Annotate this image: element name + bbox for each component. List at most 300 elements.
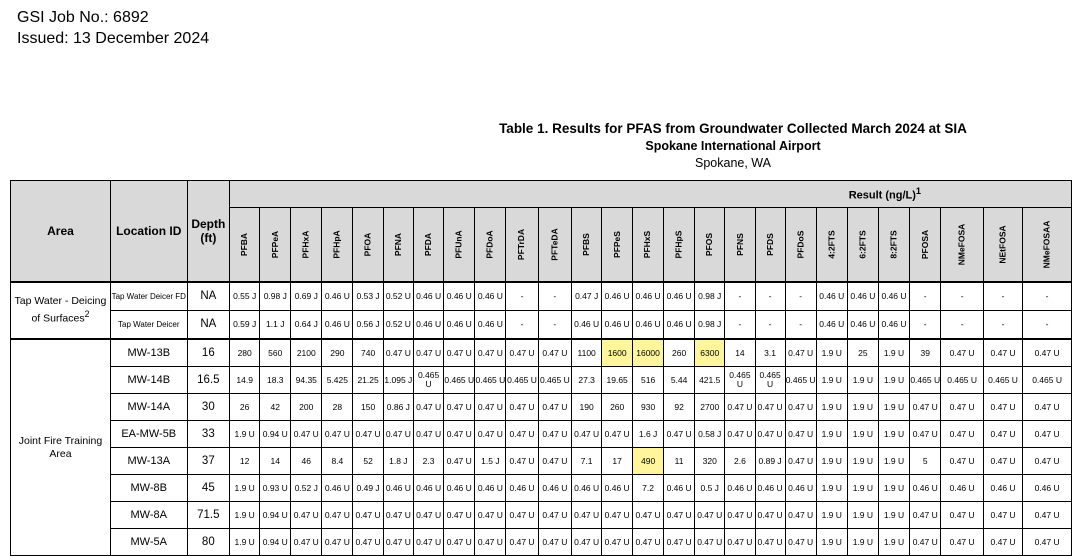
analyte-name: PFOSA xyxy=(919,229,930,260)
result-value: 0.47 U xyxy=(910,502,941,529)
result-value: 0.465 U xyxy=(910,367,941,394)
result-value: 28 xyxy=(322,394,353,421)
result-value: 0.89 J xyxy=(755,448,785,475)
result-value: 0.47 U xyxy=(506,339,538,367)
result-value: - xyxy=(910,282,941,311)
analyte-name: PFDoA xyxy=(484,230,495,259)
result-value: 0.47 U xyxy=(725,421,755,448)
result-value: 1.9 U xyxy=(878,475,909,502)
result-value: 0.47 U xyxy=(444,339,475,367)
result-value: 0.47 U xyxy=(475,502,506,529)
result-value: 0.55 J xyxy=(230,282,260,311)
result-value: 0.47 U xyxy=(983,339,1022,367)
analyte-name: PFBA xyxy=(239,232,250,257)
depth-value: 33 xyxy=(187,421,229,448)
analyte-name: PFHpS xyxy=(673,230,684,259)
area-header: Area xyxy=(11,181,111,283)
analyte-name: PFNA xyxy=(392,232,403,257)
result-value: 0.47 U xyxy=(602,529,633,556)
result-value: 0.46 U xyxy=(413,311,443,340)
results-table xyxy=(10,180,1072,556)
result-value: 0.59 J xyxy=(230,311,260,340)
table-row xyxy=(11,282,1072,311)
result-value: 0.47 U xyxy=(475,529,506,556)
result-value: 0.47 U xyxy=(538,339,571,367)
depth-header: Depth (ft) xyxy=(187,181,229,283)
analyte-header xyxy=(633,208,664,283)
table-row xyxy=(11,394,1072,421)
result-value: 0.47 U xyxy=(475,421,506,448)
result-value: 0.47 U xyxy=(444,448,475,475)
analyte-name: PFHxA xyxy=(300,230,311,259)
result-value: 0.46 U xyxy=(602,475,633,502)
result-value: 0.47 U xyxy=(322,529,353,556)
result-value: 0.47 U xyxy=(322,421,353,448)
result-value: 0.47 U xyxy=(383,502,413,529)
result-value: 1.9 U xyxy=(230,502,260,529)
result-value: 0.465 U xyxy=(538,367,571,394)
result-value: 42 xyxy=(260,394,291,421)
analyte-header xyxy=(475,208,506,283)
result-value: 0.98 J xyxy=(260,282,291,311)
result-value: 0.47 U xyxy=(353,529,383,556)
result-value: 0.47 U xyxy=(383,339,413,367)
result-value: 1.9 U xyxy=(847,394,878,421)
result-value: 0.56 J xyxy=(353,311,383,340)
result-value: 1.9 U xyxy=(878,367,909,394)
result-value: 0.46 U xyxy=(322,282,353,311)
result-value: 0.465 U xyxy=(1023,367,1072,394)
analyte-header xyxy=(260,208,291,283)
analyte-name: PFBS xyxy=(581,233,592,256)
result-value: 1100 xyxy=(572,339,602,367)
result-value: 0.47 U xyxy=(785,421,816,448)
analyte-header xyxy=(941,208,984,283)
result-value: 0.46 U xyxy=(664,311,695,340)
result-value: 5.425 xyxy=(322,367,353,394)
result-value: 1.9 U xyxy=(847,448,878,475)
result-value: 0.46 U xyxy=(475,311,506,340)
result-value: 0.47 U xyxy=(725,394,755,421)
depth-value: 80 xyxy=(187,529,229,556)
result-value: - xyxy=(538,282,571,311)
result-value: 12 xyxy=(230,448,260,475)
analyte-name: PFPeS xyxy=(611,231,622,258)
result-value: 0.47 U xyxy=(413,529,443,556)
result-value: 0.47 U xyxy=(941,394,984,421)
result-value: - xyxy=(910,311,941,340)
result-value: 0.465 U xyxy=(506,367,538,394)
result-value: 0.47 U xyxy=(664,529,695,556)
analyte-name: 8:2FTS xyxy=(888,230,899,259)
result-value: 0.46 U xyxy=(847,311,878,340)
result-value: 0.465 U xyxy=(941,367,984,394)
result-value: 0.465 U xyxy=(444,367,475,394)
result-value: 0.465 U xyxy=(755,367,785,394)
result-value: 2100 xyxy=(291,339,322,367)
area-cell: Joint Fire Training Area xyxy=(11,339,111,556)
analyte-header xyxy=(506,208,538,283)
result-value: 0.46 U xyxy=(878,311,909,340)
location-id: Tap Water Deicer xyxy=(110,311,187,340)
result-value: 0.64 J xyxy=(291,311,322,340)
result-value: 1.9 U xyxy=(816,421,847,448)
result-value: 0.46 U xyxy=(785,475,816,502)
result-value: 46 xyxy=(291,448,322,475)
result-value: 0.46 U xyxy=(1023,475,1072,502)
analyte-header xyxy=(847,208,878,283)
result-value: 8.4 xyxy=(322,448,353,475)
analyte-header xyxy=(755,208,785,283)
result-value: 0.46 U xyxy=(847,282,878,311)
result-value: 0.47 U xyxy=(695,529,725,556)
result-value: 0.46 U xyxy=(475,282,506,311)
table-subtitle-airport: Spokane International Airport xyxy=(645,139,821,153)
result-value: 7.1 xyxy=(572,448,602,475)
result-value: 14 xyxy=(725,339,755,367)
location-id: MW-13B xyxy=(110,339,187,367)
result-value: 0.47 U xyxy=(1023,394,1072,421)
result-value: 190 xyxy=(572,394,602,421)
analyte-header xyxy=(725,208,755,283)
result-value: 0.47 U xyxy=(538,421,571,448)
result-value: 0.46 U xyxy=(572,475,602,502)
result-value: 2.6 xyxy=(725,448,755,475)
result-value: 0.47 U xyxy=(1023,421,1072,448)
analyte-name: PFDA xyxy=(423,232,434,257)
result-value: 0.98 J xyxy=(695,311,725,340)
result-value: 1.5 J xyxy=(475,448,506,475)
analyte-header xyxy=(230,208,260,283)
analyte-name: NEtFOSA xyxy=(997,225,1008,264)
result-value: - xyxy=(941,282,984,311)
analyte-header xyxy=(695,208,725,283)
result-value: 0.47 U xyxy=(538,502,571,529)
result-value: 0.47 U xyxy=(725,529,755,556)
result-value: 1.9 U xyxy=(878,502,909,529)
analyte-header xyxy=(322,208,353,283)
result-value: 94.35 xyxy=(291,367,322,394)
result-value: 1.9 U xyxy=(816,367,847,394)
table-row xyxy=(11,529,1072,556)
result-value: 1.9 U xyxy=(878,339,909,367)
result-value: 0.47 U xyxy=(633,529,664,556)
result-value: 320 xyxy=(695,448,725,475)
result-footnote: 1 xyxy=(915,186,921,197)
result-value: 421.5 xyxy=(695,367,725,394)
location-id: Tap Water Deicer FD xyxy=(110,282,187,311)
result-value: 0.46 U xyxy=(755,475,785,502)
analyte-header xyxy=(383,208,413,283)
analyte-header xyxy=(444,208,475,283)
result-value: 0.47 U xyxy=(538,529,571,556)
result-value: - xyxy=(983,282,1022,311)
result-value: 0.47 U xyxy=(444,421,475,448)
result-value: 1.9 U xyxy=(847,367,878,394)
result-value: 0.47 U xyxy=(664,502,695,529)
result-value: 1.9 U xyxy=(230,529,260,556)
result-value: 0.47 U xyxy=(910,421,941,448)
analyte-header xyxy=(291,208,322,283)
result-value: 0.465 U xyxy=(725,367,755,394)
analyte-header xyxy=(538,208,571,283)
result-value: 2700 xyxy=(695,394,725,421)
result-value: 0.52 U xyxy=(383,282,413,311)
result-value: 0.47 U xyxy=(1023,339,1072,367)
result-value: 0.52 J xyxy=(291,475,322,502)
result-value: 0.47 U xyxy=(785,448,816,475)
location-id: MW-8B xyxy=(110,475,187,502)
result-value: 0.46 U xyxy=(816,311,847,340)
depth-value: 71.5 xyxy=(187,502,229,529)
analyte-name: PFHpA xyxy=(331,230,342,259)
result-value: 1.9 U xyxy=(878,448,909,475)
result-value: 0.47 U xyxy=(1023,502,1072,529)
depth-value: 30 xyxy=(187,394,229,421)
depth-value: 16.5 xyxy=(187,367,229,394)
result-value: 0.46 U xyxy=(444,475,475,502)
analyte-header xyxy=(602,208,633,283)
result-value: 14.9 xyxy=(230,367,260,394)
result-value: 0.47 U xyxy=(291,502,322,529)
result-value: 0.47 U xyxy=(475,394,506,421)
result-value: 516 xyxy=(633,367,664,394)
result-value: 25 xyxy=(847,339,878,367)
table-row xyxy=(11,448,1072,475)
result-value: 0.93 U xyxy=(260,475,291,502)
result-value: 1.9 U xyxy=(847,529,878,556)
result-value: 0.47 U xyxy=(444,394,475,421)
result-value: 0.47 U xyxy=(785,394,816,421)
result-value: 0.46 U xyxy=(633,311,664,340)
result-value: 0.47 U xyxy=(291,421,322,448)
result-value: 0.47 U xyxy=(1023,529,1072,556)
result-value: 280 xyxy=(230,339,260,367)
result-value: 0.47 U xyxy=(941,529,984,556)
result-value: 0.47 U xyxy=(506,394,538,421)
result-value: 52 xyxy=(353,448,383,475)
analyte-header xyxy=(816,208,847,283)
analyte-name: PFDS xyxy=(764,233,775,256)
result-value: 3.1 xyxy=(755,339,785,367)
analyte-header xyxy=(664,208,695,283)
result-value: 0.46 U xyxy=(664,282,695,311)
result-value: - xyxy=(506,282,538,311)
analyte-header xyxy=(910,208,941,283)
result-value: 0.47 U xyxy=(383,529,413,556)
result-value: 0.47 U xyxy=(910,529,941,556)
analyte-header xyxy=(983,208,1022,283)
result-value: 0.47 U xyxy=(1023,448,1072,475)
result-value: 0.46 U xyxy=(941,475,984,502)
result-value: 1.9 U xyxy=(878,421,909,448)
result-value: 0.47 U xyxy=(538,448,571,475)
result-value: 0.47 U xyxy=(506,502,538,529)
result-value: 0.47 U xyxy=(755,394,785,421)
analyte-name: PFOS xyxy=(704,232,715,257)
result-value: 6300 xyxy=(695,339,725,367)
result-value: 0.46 U xyxy=(538,475,571,502)
result-value: 0.47 U xyxy=(785,339,816,367)
result-value: 0.46 U xyxy=(413,475,443,502)
analyte-header xyxy=(353,208,383,283)
table-row xyxy=(11,502,1072,529)
result-value: - xyxy=(785,282,816,311)
analyte-header xyxy=(1023,208,1072,283)
result-value: 0.47 U xyxy=(755,529,785,556)
result-value: - xyxy=(983,311,1022,340)
result-value: 0.47 U xyxy=(383,421,413,448)
depth-value: 45 xyxy=(187,475,229,502)
table-row xyxy=(11,421,1072,448)
result-value: 0.47 U xyxy=(633,502,664,529)
result-value: - xyxy=(725,311,755,340)
result-value: 1.8 J xyxy=(383,448,413,475)
result-value: 0.53 J xyxy=(353,282,383,311)
result-value: 0.94 U xyxy=(260,529,291,556)
result-value: 0.46 U xyxy=(816,282,847,311)
analyte-name: PFUnA xyxy=(453,230,464,259)
result-value: 0.46 U xyxy=(444,282,475,311)
result-value: 0.47 U xyxy=(602,502,633,529)
result-value: 39 xyxy=(910,339,941,367)
table-row xyxy=(11,475,1072,502)
area-cell: Tap Water - Deicing of Surfaces$^2$ xyxy=(11,282,111,339)
location-id: MW-13A xyxy=(110,448,187,475)
result-value: 1.9 U xyxy=(816,475,847,502)
result-value: - xyxy=(1023,282,1072,311)
result-value: 0.47 U xyxy=(941,421,984,448)
result-value: 0.47 U xyxy=(983,394,1022,421)
analyte-name: PFDoS xyxy=(795,230,806,259)
result-value: 0.5 J xyxy=(695,475,725,502)
location-id: MW-14A xyxy=(110,394,187,421)
result-value: 0.47 U xyxy=(755,502,785,529)
result-value: 0.47 U xyxy=(725,502,755,529)
result-value: 290 xyxy=(322,339,353,367)
result-value: 0.47 U xyxy=(413,421,443,448)
result-value: 1.9 U xyxy=(816,502,847,529)
result-value: 0.47 U xyxy=(413,394,443,421)
result-value: 16000 xyxy=(633,339,664,367)
result-value: 0.46 U xyxy=(322,475,353,502)
result-value: 1.9 U xyxy=(230,421,260,448)
location-id: MW-8A xyxy=(110,502,187,529)
result-value: 19.65 xyxy=(602,367,633,394)
result-value: 0.47 U xyxy=(572,529,602,556)
result-value: 0.46 U xyxy=(664,475,695,502)
result-value: 2.3 xyxy=(413,448,443,475)
result-value: 0.58 J xyxy=(695,421,725,448)
result-value: 14 xyxy=(260,448,291,475)
depth-value: NA xyxy=(187,282,229,311)
result-value: 0.47 U xyxy=(572,421,602,448)
result-value: 1600 xyxy=(602,339,633,367)
result-value: 0.47 U xyxy=(910,394,941,421)
analyte-name: PFNS xyxy=(734,233,745,256)
table-title: Table 1. Results for PFAS from Groundwater Collected March 2024 at SIA xyxy=(499,121,967,136)
result-value: 0.47 U xyxy=(983,448,1022,475)
result-value: 17 xyxy=(602,448,633,475)
result-value: 0.46 U xyxy=(413,282,443,311)
result-value: 18.3 xyxy=(260,367,291,394)
result-value: - xyxy=(755,282,785,311)
location-id: MW-5A xyxy=(110,529,187,556)
analyte-header xyxy=(413,208,443,283)
result-value: 930 xyxy=(633,394,664,421)
result-value: 0.47 U xyxy=(413,339,443,367)
result-value: 0.47 U xyxy=(664,421,695,448)
result-value: 1.9 U xyxy=(878,529,909,556)
table-row xyxy=(11,367,1072,394)
result-value: 0.47 U xyxy=(475,339,506,367)
result-value: 5 xyxy=(910,448,941,475)
analyte-name: NMeFOSAA xyxy=(1041,220,1052,269)
result-value: 0.47 J xyxy=(572,282,602,311)
result-value: 560 xyxy=(260,339,291,367)
result-value: 0.47 U xyxy=(941,448,984,475)
depth-value: 37 xyxy=(187,448,229,475)
analyte-name: PFPeA xyxy=(269,230,280,259)
result-value: 200 xyxy=(291,394,322,421)
result-value: 0.46 U xyxy=(725,475,755,502)
depth-value: 16 xyxy=(187,339,229,367)
result-value: 0.47 U xyxy=(941,502,984,529)
result-value: 7.2 xyxy=(633,475,664,502)
result-value: 0.69 J xyxy=(291,282,322,311)
result-value: 740 xyxy=(353,339,383,367)
analyte-header xyxy=(785,208,816,283)
issued-date: Issued: 13 December 2024 xyxy=(17,30,210,47)
result-value: 0.47 U xyxy=(785,529,816,556)
result-value: 1.9 U xyxy=(847,475,878,502)
result-value: 1.1 J xyxy=(260,311,291,340)
result-value: 11 xyxy=(664,448,695,475)
analyte-name: PFHxS xyxy=(642,230,653,259)
result-value: 0.47 U xyxy=(353,502,383,529)
result-value: 1.9 U xyxy=(230,475,260,502)
analyte-name: PFOA xyxy=(362,232,373,257)
table-row xyxy=(11,339,1072,367)
result-value: 0.46 U xyxy=(322,311,353,340)
result-value: 27.3 xyxy=(572,367,602,394)
result-value: 0.465 U xyxy=(785,367,816,394)
result-value: 0.46 U xyxy=(383,475,413,502)
result-value: 0.47 U xyxy=(322,502,353,529)
location-id: MW-14B xyxy=(110,367,187,394)
result-value: 0.47 U xyxy=(983,421,1022,448)
result-value: 0.46 U xyxy=(444,311,475,340)
result-value: 0.46 U xyxy=(506,475,538,502)
result-value: 1.9 U xyxy=(816,448,847,475)
result-value: 0.47 U xyxy=(506,529,538,556)
result-value: 0.465 U xyxy=(413,367,443,394)
result-value: 0.47 U xyxy=(785,502,816,529)
result-value: - xyxy=(785,311,816,340)
result-value: 1.9 U xyxy=(816,339,847,367)
result-value: 1.9 U xyxy=(847,421,878,448)
result-value: 0.47 U xyxy=(572,502,602,529)
result-value: 150 xyxy=(353,394,383,421)
header-row-1 xyxy=(11,181,1072,208)
result-value: 0.86 J xyxy=(383,394,413,421)
result-value: 0.47 U xyxy=(983,529,1022,556)
result-value: 26 xyxy=(230,394,260,421)
result-value: 260 xyxy=(602,394,633,421)
result-value: 1.9 U xyxy=(816,394,847,421)
result-value: - xyxy=(755,311,785,340)
result-value: 490 xyxy=(633,448,664,475)
